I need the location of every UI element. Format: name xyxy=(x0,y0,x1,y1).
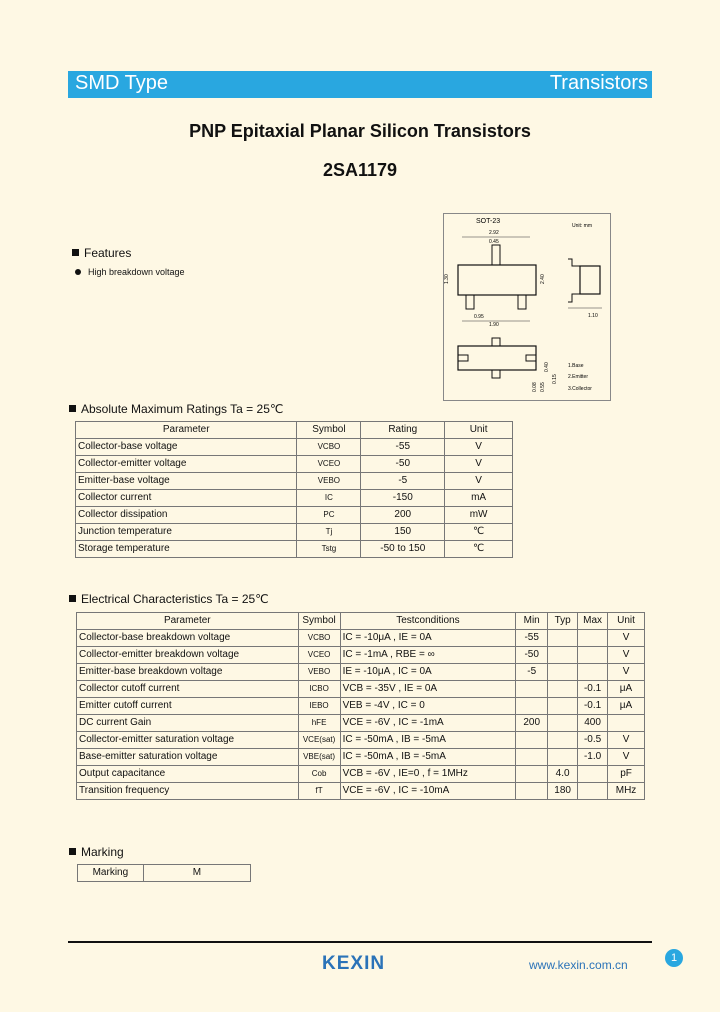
table-cell: V xyxy=(608,630,645,647)
table-row xyxy=(77,681,645,698)
table-header-cell: Parameter xyxy=(77,613,299,630)
table-cell: V xyxy=(608,749,645,766)
table-cell: Output capacitance xyxy=(77,766,299,783)
dim-label: 1.10 xyxy=(588,313,598,319)
table-cell: mA xyxy=(445,490,513,507)
table-row xyxy=(77,732,645,749)
elec-table xyxy=(76,612,645,800)
table-cell: DC current Gain xyxy=(77,715,299,732)
table-cell: V xyxy=(445,473,513,490)
square-bullet-icon xyxy=(69,848,76,855)
table-header-cell: Min xyxy=(516,613,548,630)
table-cell: Collector-base breakdown voltage xyxy=(77,630,299,647)
table-cell: -5 xyxy=(516,664,548,681)
table-cell: -55 xyxy=(361,439,445,456)
table-cell: M xyxy=(143,865,250,882)
table-cell xyxy=(548,732,578,749)
page-number: 1 xyxy=(665,949,683,967)
table-header-row xyxy=(76,422,513,439)
table-row xyxy=(77,715,645,732)
table-row xyxy=(76,524,513,541)
table-cell: -1.0 xyxy=(578,749,608,766)
table-cell: V xyxy=(608,647,645,664)
table-cell: VBE(sat) xyxy=(298,749,340,766)
table-cell: PC xyxy=(297,507,361,524)
table-cell: Transition frequency xyxy=(77,783,299,800)
dim-label: 0.15 xyxy=(552,374,558,384)
table-cell: Tstg xyxy=(297,541,361,558)
table-cell: hFE xyxy=(298,715,340,732)
table-cell: Junction temperature xyxy=(76,524,297,541)
abs-max-heading: Absolute Maximum Ratings Ta = 25℃ xyxy=(69,402,283,416)
table-cell xyxy=(548,681,578,698)
table-header-cell: Symbol xyxy=(297,422,361,439)
table-cell: VCEO xyxy=(297,456,361,473)
table-cell: V xyxy=(608,664,645,681)
table-cell: Collector-emitter breakdown voltage xyxy=(77,647,299,664)
footer-divider xyxy=(68,941,652,943)
table-cell: -50 xyxy=(361,456,445,473)
dim-label: 0.95 xyxy=(474,314,484,320)
table-row xyxy=(78,865,251,882)
website-link[interactable]: www.kexin.com.cn xyxy=(529,958,628,972)
dim-label: 2.40 xyxy=(540,274,546,284)
table-cell: 180 xyxy=(548,783,578,800)
table-cell xyxy=(548,698,578,715)
table-cell: ℃ xyxy=(445,541,513,558)
pin-label: 2.Emitter xyxy=(568,374,589,380)
table-cell xyxy=(516,681,548,698)
dim-label: 0.45 xyxy=(489,239,499,245)
table-cell xyxy=(548,749,578,766)
table-row xyxy=(77,766,645,783)
table-cell: 150 xyxy=(361,524,445,541)
table-cell: -5 xyxy=(361,473,445,490)
marking-heading: Marking xyxy=(69,845,124,859)
part-number: 2SA1179 xyxy=(322,160,398,180)
table-row xyxy=(77,783,645,800)
table-cell: Tj xyxy=(297,524,361,541)
page-title: PNP Epitaxial Planar Silicon Transistors xyxy=(189,121,531,141)
table-cell: Emitter-base voltage xyxy=(76,473,297,490)
table-cell: IC xyxy=(297,490,361,507)
table-cell xyxy=(578,630,608,647)
dim-label: 0.55 xyxy=(540,382,546,392)
marking-table xyxy=(77,864,251,882)
feature-item: High breakdown voltage xyxy=(75,267,185,277)
table-row xyxy=(77,664,645,681)
package-name: SOT-23 xyxy=(476,218,501,225)
table-cell: IEBO xyxy=(298,698,340,715)
table-cell xyxy=(578,647,608,664)
table-cell xyxy=(548,630,578,647)
table-header-cell: Max xyxy=(578,613,608,630)
table-cell: fT xyxy=(298,783,340,800)
table-cell: VCE = -6V , IC = -1mA xyxy=(340,715,516,732)
dim-label: 0.08 xyxy=(532,382,538,392)
table-cell: VCBO xyxy=(298,630,340,647)
table-cell: μA xyxy=(608,698,645,715)
table-cell: Collector cutoff current xyxy=(77,681,299,698)
abs-max-table xyxy=(75,421,513,558)
table-cell xyxy=(578,783,608,800)
table-cell xyxy=(516,749,548,766)
table-row xyxy=(77,630,645,647)
table-cell: IC = -50mA , IB = -5mA xyxy=(340,749,516,766)
table-cell: μA xyxy=(608,681,645,698)
pin-label: 1.Base xyxy=(568,363,584,369)
table-cell: Emitter cutoff current xyxy=(77,698,299,715)
table-cell: pF xyxy=(608,766,645,783)
table-cell: -0.5 xyxy=(578,732,608,749)
dim-label: 2.92 xyxy=(489,230,499,236)
table-row xyxy=(76,473,513,490)
table-cell: Marking xyxy=(78,865,144,882)
table-cell: Storage temperature xyxy=(76,541,297,558)
table-cell: -50 to 150 xyxy=(361,541,445,558)
table-row xyxy=(77,698,645,715)
table-row xyxy=(76,507,513,524)
table-cell xyxy=(516,698,548,715)
table-row xyxy=(76,456,513,473)
table-cell: Collector-emitter saturation voltage xyxy=(77,732,299,749)
table-header-cell: Unit xyxy=(445,422,513,439)
dim-label: 0.40 xyxy=(544,362,550,372)
header-right: Transistors xyxy=(549,72,648,94)
table-cell: VEBO xyxy=(298,664,340,681)
features-heading: Features xyxy=(72,246,131,260)
table-cell: VCB = -6V , IE=0 , f = 1MHz xyxy=(340,766,516,783)
table-cell: ICBO xyxy=(298,681,340,698)
table-row xyxy=(76,541,513,558)
table-cell: -150 xyxy=(361,490,445,507)
table-header-cell: Parameter xyxy=(76,422,297,439)
table-cell: -55 xyxy=(516,630,548,647)
table-cell: V xyxy=(445,439,513,456)
table-cell xyxy=(516,783,548,800)
table-cell: Cob xyxy=(298,766,340,783)
table-header-cell: Testconditions xyxy=(340,613,516,630)
table-cell: VEBO xyxy=(297,473,361,490)
package-unit: Unit: mm xyxy=(572,223,592,229)
table-cell xyxy=(548,715,578,732)
table-cell: 400 xyxy=(578,715,608,732)
table-cell xyxy=(608,715,645,732)
table-header-cell: Unit xyxy=(608,613,645,630)
table-cell xyxy=(578,766,608,783)
table-cell: IC = -1mA , RBE = ∞ xyxy=(340,647,516,664)
table-cell xyxy=(516,766,548,783)
table-cell xyxy=(548,647,578,664)
table-header-cell: Rating xyxy=(361,422,445,439)
table-cell: 200 xyxy=(361,507,445,524)
table-cell: Collector-base voltage xyxy=(76,439,297,456)
table-cell: VCE = -6V , IC = -10mA xyxy=(340,783,516,800)
table-cell: 4.0 xyxy=(548,766,578,783)
header-banner xyxy=(68,71,652,98)
package-drawing xyxy=(443,213,611,401)
table-cell: V xyxy=(608,732,645,749)
kexin-logo: KEXIN xyxy=(322,953,386,974)
table-cell: VEB = -4V , IC = 0 xyxy=(340,698,516,715)
table-cell: VCE(sat) xyxy=(298,732,340,749)
table-cell: IE = -10μA , IC = 0A xyxy=(340,664,516,681)
table-cell: VCBO xyxy=(297,439,361,456)
table-cell: Collector current xyxy=(76,490,297,507)
table-cell: VCB = -35V , IE = 0A xyxy=(340,681,516,698)
table-cell xyxy=(548,664,578,681)
dim-label: 1.90 xyxy=(489,322,499,328)
table-row xyxy=(77,749,645,766)
table-cell: VCEO xyxy=(298,647,340,664)
table-cell xyxy=(516,732,548,749)
bullet-dot-icon xyxy=(75,269,81,275)
table-cell: -0.1 xyxy=(578,698,608,715)
table-cell: Emitter-base breakdown voltage xyxy=(77,664,299,681)
table-cell: V xyxy=(445,456,513,473)
table-cell xyxy=(578,664,608,681)
table-cell: mW xyxy=(445,507,513,524)
header-left: SMD Type xyxy=(75,72,168,94)
table-cell: IC = -10μA , IE = 0A xyxy=(340,630,516,647)
table-header-row xyxy=(77,613,645,630)
table-header-cell: Typ xyxy=(548,613,578,630)
elec-heading: Electrical Characteristics Ta = 25℃ xyxy=(69,592,269,606)
table-cell: 200 xyxy=(516,715,548,732)
table-cell: -50 xyxy=(516,647,548,664)
square-bullet-icon xyxy=(69,595,76,602)
table-cell: ℃ xyxy=(445,524,513,541)
dim-label: 1.30 xyxy=(444,274,450,284)
table-cell: MHz xyxy=(608,783,645,800)
table-cell: Base-emitter saturation voltage xyxy=(77,749,299,766)
square-bullet-icon xyxy=(69,405,76,412)
table-header-cell: Symbol xyxy=(298,613,340,630)
table-cell: Collector dissipation xyxy=(76,507,297,524)
table-cell: Collector-emitter voltage xyxy=(76,456,297,473)
square-bullet-icon xyxy=(72,249,79,256)
pin-label: 3.Collector xyxy=(568,386,592,392)
table-cell: IC = -50mA , IB = -5mA xyxy=(340,732,516,749)
table-cell: -0.1 xyxy=(578,681,608,698)
table-row xyxy=(76,439,513,456)
table-row xyxy=(77,647,645,664)
table-row xyxy=(76,490,513,507)
